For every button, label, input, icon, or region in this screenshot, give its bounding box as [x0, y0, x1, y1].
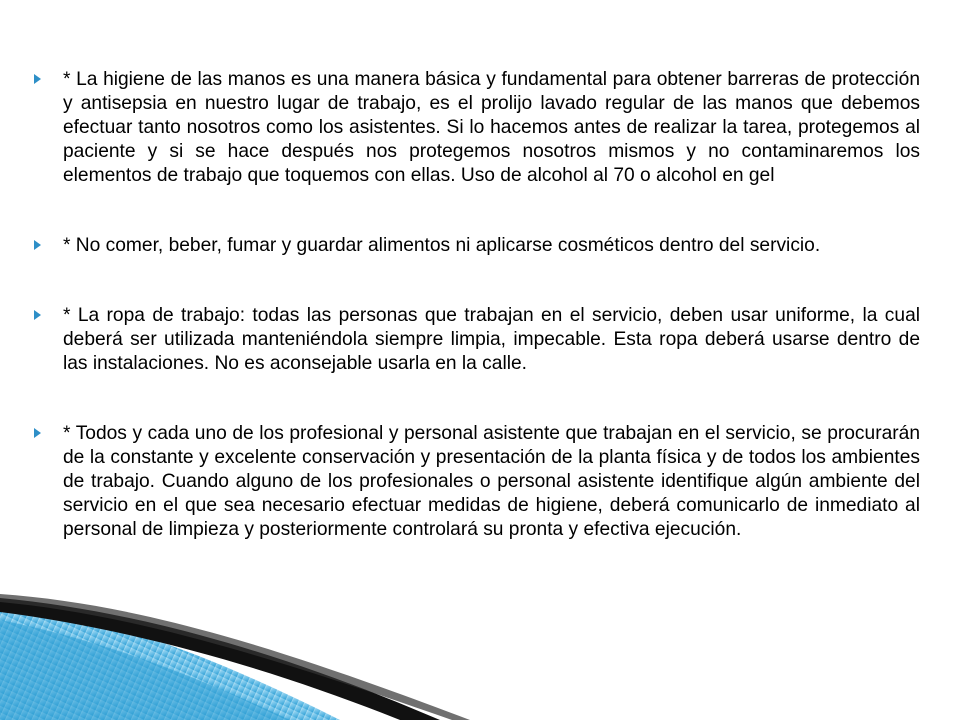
- bullet-list: [34, 68, 920, 588]
- list-item: [34, 422, 920, 542]
- triangle-bullet-icon: [34, 74, 41, 84]
- triangle-bullet-icon: [34, 240, 41, 250]
- list-item: [34, 304, 920, 376]
- list-item: [34, 234, 920, 258]
- bullet-text: * Todos y cada uno de los profesional y personal asistente que trabajan en el servicio, se procurarán de la constante y excelente conservación y presentación de la planta física y de todos los ambientes de trabajo. Cuando alguno de los profesionales o personal asistente identifique algún ambiente del servicio en el que sea necesario efectuar medidas de higiene, deberá comunicarlo de inmediato al personal de limpieza y posteriormente controlará su pronta y efectiva ejecución.: [63, 423, 920, 540]
- bullet-text: * La higiene de las manos es una manera básica y fundamental para obtener barreras de protección y antisepsia en nuestro lugar de trabajo, es el prolijo lavado regular de las manos que debemos efectuar tanto nosotros como los asistentes. Si lo hacemos antes de realizar la tarea, protegemos al paciente y si se hace después nos protegemos nosotros mismos y no contaminaremos los elementos de trabajo que toquemos con ellas. Uso de alcohol al 70 o alcohol en gel: [63, 69, 920, 186]
- bullet-text: * No comer, beber, fumar y guardar alimentos ni aplicarse cosméticos dentro del servicio.: [63, 235, 821, 256]
- list-item: [34, 68, 920, 188]
- triangle-bullet-icon: [34, 428, 41, 438]
- triangle-bullet-icon: [34, 310, 41, 320]
- bullet-text: * La ropa de trabajo: todas las personas que trabajan en el servicio, deben usar uniforme, la cual deberá ser utilizada manteniéndola siempre limpia, impecable. Esta ropa deberá usarse dentro de las instalaciones. No es aconsejable usarla en la calle.: [63, 305, 920, 374]
